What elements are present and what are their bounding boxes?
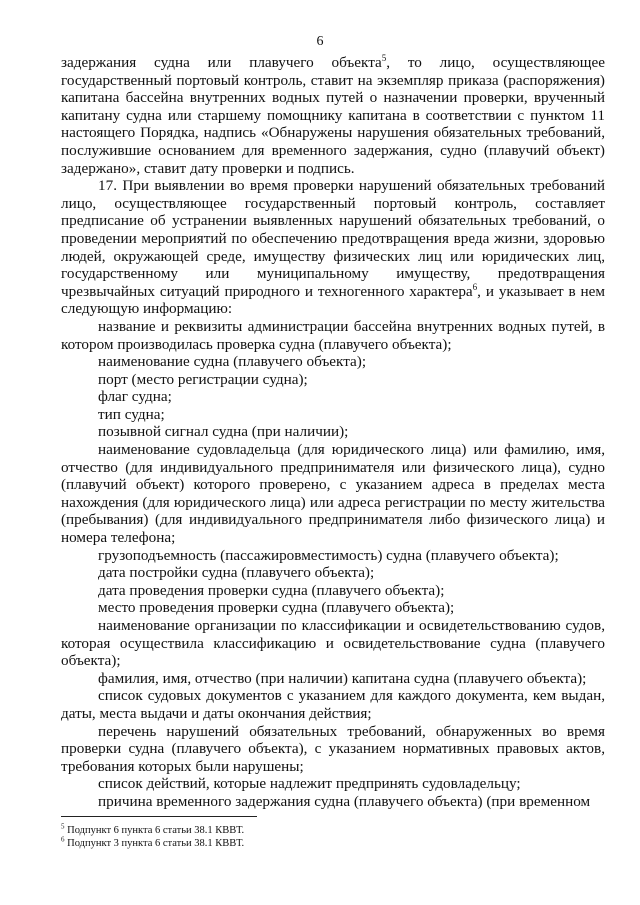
list-item: фамилия, имя, отчество (при наличии) капитана судна (плавучего объекта); <box>98 669 587 687</box>
list-item: место проведения проверки судна (плавучего объекта); <box>98 599 455 617</box>
list-item: название и реквизиты администрации бассейна внутренних водных путей, в котором производилась проверка судна (плавучего объекта); <box>61 317 605 353</box>
footnote-ref-6[interactable]: 6 <box>472 281 478 292</box>
list-item: наименование организации по классификации и освидетельствованию судов, которая осуществила классификацию и освидетельствование судна (плавучего объекта); <box>61 617 605 670</box>
footnote-ref-5[interactable]: 5 <box>381 52 387 63</box>
list-item: тип судна; <box>98 405 165 423</box>
list-item: наименование судна (плавучего объекта); <box>98 353 367 371</box>
list-item: список судовых документов с указанием для каждого документа, кем выдан, даты, места выдачи и даты окончания действия; <box>61 687 605 722</box>
list-item: порт (место регистрации судна); <box>98 370 308 388</box>
list-item: список действий, которые надлежит предпринять судовладельцу; <box>98 775 521 793</box>
footnotes <box>61 824 605 850</box>
list-item: дата постройки судна (плавучего объекта); <box>98 564 375 582</box>
footnote-mark: 6 <box>61 835 65 844</box>
continuation-paragraph <box>61 54 605 177</box>
footnote-item <box>61 824 605 837</box>
footnote-mark: 5 <box>61 822 65 831</box>
list-item: флаг судна; <box>98 388 172 406</box>
list-item: дата проведения проверки судна (плавучего объекта); <box>98 581 445 599</box>
list-item: причина временного задержания судна (плавучего объекта) (при временном <box>98 792 591 810</box>
footnote-item <box>61 837 605 850</box>
continuation-text-end: , то лицо, осуществляющее государственный портовый контроль, ставит на экземпляр приказа (распоряжения) капитана бассейна внутренних водных путей о назначении проверки, врученный капитану судна или старшему помощнику капитана в соответствии с пунктом 11 настоящего Порядка, надпись «Обнаружены нарушения обязательных требований, послужившие основанием для временного задержания, судно (плавучий объект) задержано», ставит дату проверки и подпись. <box>61 54 605 177</box>
footnote-text: Подпункт 6 пункта 6 статьи 38.1 КВВТ. <box>64 825 245 836</box>
footnote-text: Подпункт 3 пункта 6 статьи 38.1 КВВТ. <box>64 838 245 849</box>
paragraph-17 <box>61 177 605 318</box>
continuation-text-start: задержания судна или плавучего объекта <box>61 54 382 71</box>
list-item: грузоподъемность (пассажировместимость) судна (плавучего объекта); <box>98 546 559 564</box>
paragraph-17-text-end: , и указывает в нем следующую информацию: <box>61 282 605 318</box>
list-item: перечень нарушений обязательных требований, обнаруженных во время проверки судна (плавучего объекта), с указанием нормативных правовых актов, требования которых были нарушены; <box>61 722 605 775</box>
page-number: 6 <box>316 34 324 49</box>
list-item: позывной сигнал судна (при наличии); <box>98 423 349 441</box>
paragraph-17-text-start: 17. При выявлении во время проверки нарушений обязательных требований лицо, осуществляющее государственный портовый контроль, составляет предписание об устранении выявленных нарушений обязательных требований, о проведении мероприятий по обеспечению предотвращения вреда жизни, здоровью людей, окружающей среде, имуществу физических лиц или юридических лиц, государственному или муниципальному имуществу, предотвращения чрезвычайных ситуаций природного и техногенного характера <box>61 177 605 300</box>
list-item: наименование судовладельца (для юридического лица) или фамилию, имя, отчество (для индивидуального предпринимателя или физического лица), судно (плавучий объект) которого проверено, с указанием адреса в пределах места нахождения (для юридического лица) или адреса регистрации по месту жительства (пребывания) (для индивидуального предпринимателя либо физического лица) и номера телефона; <box>61 441 605 547</box>
footnote-divider <box>61 816 257 817</box>
document-body <box>61 54 605 811</box>
